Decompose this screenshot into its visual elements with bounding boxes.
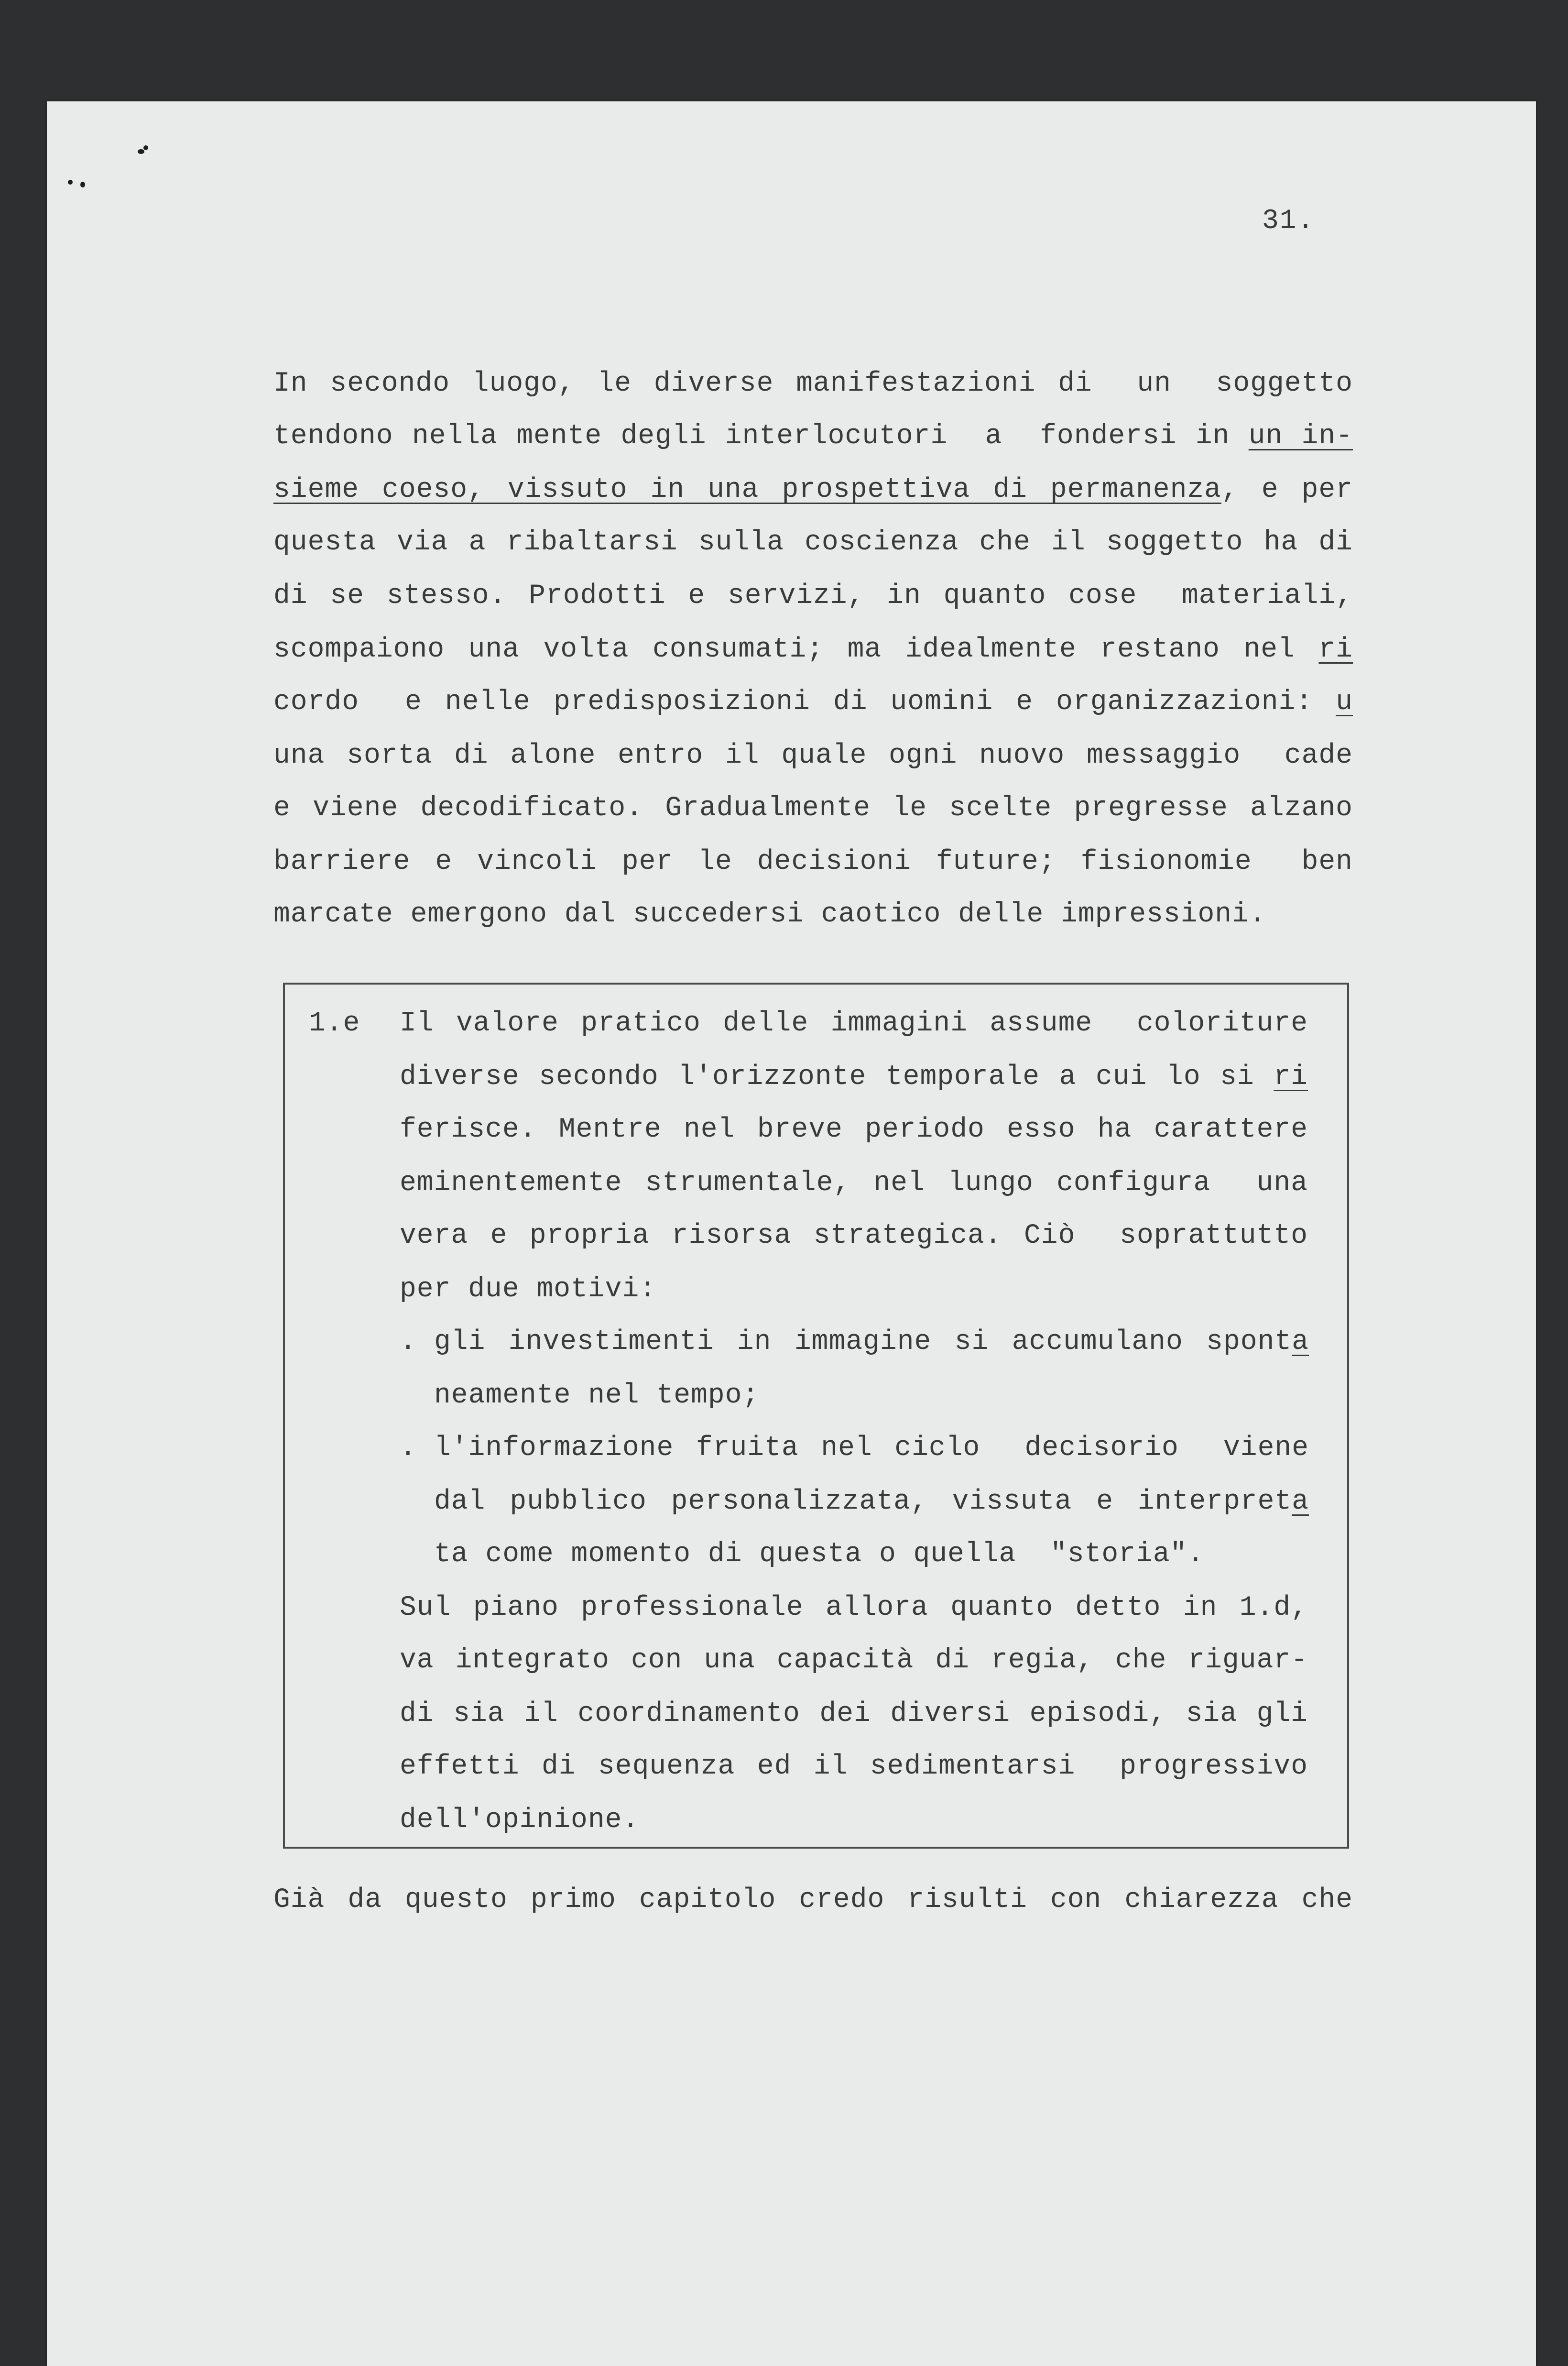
bullet-marker: . <box>400 1433 417 1464</box>
underlined-text: a <box>1292 1326 1309 1358</box>
text-line: eminentemente strumentale, nel lungo configura una <box>400 1168 1308 1199</box>
paper-speck <box>143 145 148 150</box>
text-line: marcate emergono dal succedersi caotico delle impressioni. <box>273 899 1266 930</box>
text-line: di sia il coordinamento dei diversi episodi, sia gli <box>400 1698 1308 1730</box>
page-number: 31. <box>1262 206 1315 237</box>
bullet-text: ta come momento di questa o quella "storia". <box>434 1539 1205 1570</box>
text-line: Già da questo primo capitolo credo risulti con chiarezza che <box>273 1884 1353 1916</box>
underlined-text: un in- <box>1248 421 1353 452</box>
bullet-text: neamente nel tempo; <box>434 1380 760 1411</box>
text-line: tendono nella mente degli interlocutori a fondersi in un in- <box>273 421 1353 452</box>
section-label: 1.e <box>309 1008 360 1039</box>
paper-speck <box>80 182 85 187</box>
paper-speck <box>68 180 73 185</box>
text-line: ferisce. Mentre nel breve periodo esso ha carattere <box>400 1114 1308 1145</box>
text-line: diverse secondo l'orizzonte temporale a cui lo si ri <box>400 1062 1308 1093</box>
text-line: scompaiono una volta consumati; ma idealmente restano nel ri <box>273 634 1353 665</box>
text-line: vera e propria risorsa strategica. Ciò soprattutto <box>400 1220 1308 1251</box>
text-line: In secondo luogo, le diverse manifestazioni di un soggetto <box>273 368 1353 399</box>
underlined-text: ri <box>1274 1062 1308 1093</box>
text-line: di se stesso. Prodotti e servizi, in quanto cose materiali, <box>273 581 1353 612</box>
bullet-text: dal pubblico personalizzata, vissuta e interpreta <box>434 1486 1309 1517</box>
underlined-text: a <box>1292 1486 1309 1517</box>
text-line: barriere e vincoli per le decisioni future; fisionomie ben <box>273 846 1353 877</box>
text-line: effetti di sequenza ed il sedimentarsi progressivo <box>400 1751 1308 1782</box>
bullet-text: gli investimenti in immagine si accumulano sponta <box>434 1326 1309 1358</box>
bullet-text: l'informazione fruita nel ciclo decisorio viene <box>434 1433 1309 1464</box>
underlined-text: ri <box>1318 634 1353 665</box>
text-line: sieme coeso, vissuto in una prospettiva di permanenza, e per <box>273 474 1353 505</box>
text-line: cordo e nelle predisposizioni di uomini e organizzazioni: u <box>273 687 1353 718</box>
text-line: Il valore pratico delle immagini assume coloriture <box>400 1008 1308 1039</box>
text-line: Sul piano professionale allora quanto detto in 1.d, <box>400 1592 1308 1623</box>
text-line: dell'opinione. <box>400 1805 640 1836</box>
boxed-note <box>283 983 1349 1849</box>
text-line: e viene decodificato. Gradualmente le scelte pregresse alzano <box>273 793 1353 824</box>
text-line: va integrato con una capacità di regia, che riguar- <box>400 1645 1308 1676</box>
text-line: per due motivi: <box>400 1274 657 1305</box>
underlined-text: sieme coeso, vissuto in una prospettiva di permanenza <box>273 474 1221 505</box>
underlined-text: u <box>1336 687 1353 718</box>
text-line: una sorta di alone entro il quale ogni nuovo messaggio cade <box>273 740 1353 771</box>
bullet-marker: . <box>400 1326 417 1358</box>
text-line: questa via a ribaltarsi sulla coscienza che il soggetto ha di <box>273 527 1353 558</box>
paper-speck <box>138 149 144 154</box>
